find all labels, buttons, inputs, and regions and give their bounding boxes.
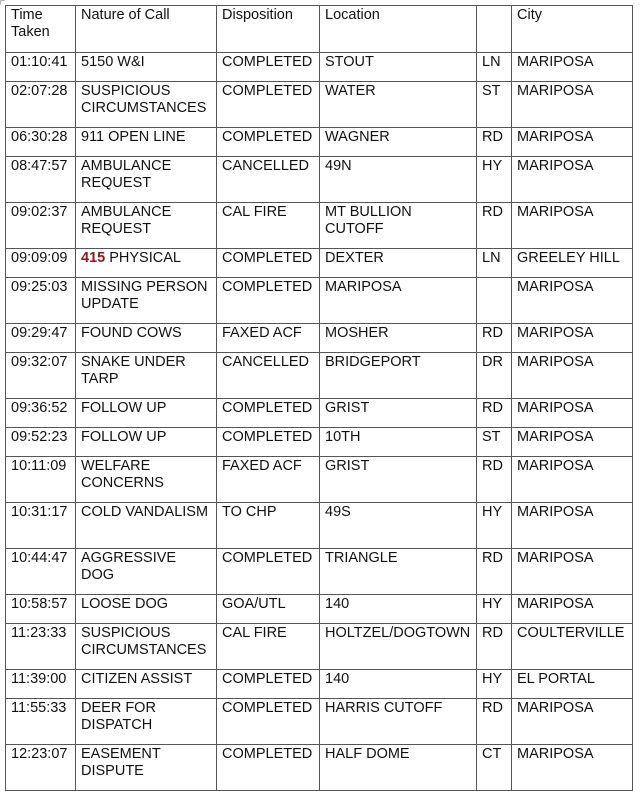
cell-disposition: COMPLETED [217,278,320,324]
cell-suffix: RD [477,128,512,157]
cell-city: MARIPOSA [512,353,633,399]
table-row [6,624,633,670]
cell-nature: AMBULANCE REQUEST [76,157,217,203]
cell-disposition: COMPLETED [217,428,320,457]
table-row [6,249,633,278]
cell-location: 49S [320,503,477,549]
table-row [6,503,633,549]
cell-city: EL PORTAL [512,670,633,699]
call-log-page [5,5,633,791]
cell-nature: WELFARE CONCERNS [76,457,217,503]
cell-disposition: COMPLETED [217,699,320,745]
cell-nature: EASEMENT DISPUTE [76,745,217,791]
cell-location: GRIST [320,399,477,428]
cell-city: COULTERVILLE [512,624,633,670]
cell-city: MARIPOSA [512,203,633,249]
cell-disposition: COMPLETED [217,82,320,128]
cell-time: 09:36:52 [6,399,76,428]
cell-city: MARIPOSA [512,428,633,457]
cell-city: MARIPOSA [512,399,633,428]
cell-time: 09:29:47 [6,324,76,353]
table-row [6,457,633,503]
table-row [6,203,633,249]
cell-nature: COLD VANDALISM [76,503,217,549]
cell-disposition: TO CHP [217,503,320,549]
table-row [6,278,633,324]
cell-suffix: RD [477,203,512,249]
cell-time: 10:31:17 [6,503,76,549]
table-row [6,157,633,203]
cell-city: MARIPOSA [512,157,633,203]
cell-suffix: ST [477,82,512,128]
cell-suffix: RD [477,699,512,745]
call-log-table [5,5,633,791]
cell-disposition: GOA/UTL [217,595,320,624]
cell-disposition: COMPLETED [217,249,320,278]
cell-location: TRIANGLE [320,549,477,595]
cell-suffix: LN [477,53,512,82]
cell-city: MARIPOSA [512,745,633,791]
cell-nature: FOLLOW UP [76,428,217,457]
cell-nature: LOOSE DOG [76,595,217,624]
cell-time: 12:23:07 [6,745,76,791]
cell-time: 01:10:41 [6,53,76,82]
cell-nature: DEER FOR DISPATCH [76,699,217,745]
table-row [6,128,633,157]
cell-nature: CITIZEN ASSIST [76,670,217,699]
cell-suffix: HY [477,670,512,699]
cell-disposition: COMPLETED [217,549,320,595]
cell-disposition: COMPLETED [217,53,320,82]
cell-location: 10TH [320,428,477,457]
cell-city: MARIPOSA [512,457,633,503]
cell-disposition: CAL FIRE [217,203,320,249]
cell-time: 11:39:00 [6,670,76,699]
cell-disposition: COMPLETED [217,128,320,157]
table-row [6,549,633,595]
cell-nature: 911 OPEN LINE [76,128,217,157]
header-time-taken: Time Taken [6,6,76,53]
header-location: Location [320,6,477,53]
call-code-highlight: 415 [81,250,106,266]
cell-location: WAGNER [320,128,477,157]
table-row [6,53,633,82]
cell-nature [76,249,217,278]
cell-nature: SNAKE UNDER TARP [76,353,217,399]
cell-time: 09:25:03 [6,278,76,324]
cell-city: MARIPOSA [512,324,633,353]
cell-time: 10:44:47 [6,549,76,595]
cell-location: HOLTZEL/DOGTOWN [320,624,477,670]
cell-city: MARIPOSA [512,82,633,128]
cell-disposition: FAXED ACF [217,457,320,503]
cell-nature: SUSPICIOUS CIRCUMSTANCES [76,82,217,128]
cell-disposition: COMPLETED [217,399,320,428]
cell-time: 02:07:28 [6,82,76,128]
cell-disposition: CANCELLED [217,353,320,399]
cell-disposition: COMPLETED [217,670,320,699]
cell-city: MARIPOSA [512,278,633,324]
cell-disposition: FAXED ACF [217,324,320,353]
cell-disposition: CAL FIRE [217,624,320,670]
cell-city: GREELEY HILL [512,249,633,278]
cell-suffix: HY [477,503,512,549]
header-suffix [477,6,512,53]
cell-location: DEXTER [320,249,477,278]
cell-suffix: LN [477,249,512,278]
cell-location: 49N [320,157,477,203]
cell-city: MARIPOSA [512,53,633,82]
header-nature-of-call: Nature of Call [76,6,217,53]
cell-city: MARIPOSA [512,128,633,157]
cell-location: 140 [320,670,477,699]
cell-nature: SUSPICIOUS CIRCUMSTANCES [76,624,217,670]
cell-suffix: DR [477,353,512,399]
cell-suffix: CT [477,745,512,791]
cell-nature: 5150 W&I [76,53,217,82]
cell-time: 10:58:57 [6,595,76,624]
header-disposition: Disposition [217,6,320,53]
table-row [6,699,633,745]
cell-disposition: CANCELLED [217,157,320,203]
cell-city: MARIPOSA [512,549,633,595]
cell-nature-text: PHYSICAL [109,250,181,266]
cell-suffix: HY [477,157,512,203]
cell-location: GRIST [320,457,477,503]
cell-city: MARIPOSA [512,699,633,745]
table-row [6,82,633,128]
cell-suffix: ST [477,428,512,457]
cell-nature: FOLLOW UP [76,399,217,428]
cell-location: MARIPOSA [320,278,477,324]
cell-location: HARRIS CUTOFF [320,699,477,745]
table-row [6,670,633,699]
cell-nature: MISSING PERSON UPDATE [76,278,217,324]
header-city: City [512,6,633,53]
cell-time: 08:47:57 [6,157,76,203]
table-header-row [6,6,633,53]
table-row [6,595,633,624]
table-row [6,324,633,353]
table-row [6,399,633,428]
cell-location: 140 [320,595,477,624]
cell-time: 09:32:07 [6,353,76,399]
cell-nature: AMBULANCE REQUEST [76,203,217,249]
table-row [6,745,633,791]
cell-time: 11:55:33 [6,699,76,745]
cell-suffix: RD [477,624,512,670]
cell-location: HALF DOME [320,745,477,791]
cell-location: STOUT [320,53,477,82]
cell-city: MARIPOSA [512,503,633,549]
cell-suffix: RD [477,549,512,595]
cell-suffix: RD [477,324,512,353]
cell-time: 09:52:23 [6,428,76,457]
cell-location: MOSHER [320,324,477,353]
cell-time: 10:11:09 [6,457,76,503]
table-row [6,353,633,399]
cell-location: WATER [320,82,477,128]
cell-time: 09:02:37 [6,203,76,249]
cell-location: MT BULLION CUTOFF [320,203,477,249]
cell-suffix: RD [477,457,512,503]
cell-time: 06:30:28 [6,128,76,157]
cell-nature: AGGRESSIVE DOG [76,549,217,595]
cell-suffix: RD [477,399,512,428]
cell-nature: FOUND COWS [76,324,217,353]
cell-city: MARIPOSA [512,595,633,624]
cell-location: BRIDGEPORT [320,353,477,399]
cell-time: 11:23:33 [6,624,76,670]
cell-suffix: HY [477,595,512,624]
cell-time: 09:09:09 [6,249,76,278]
cell-disposition: COMPLETED [217,745,320,791]
table-row [6,428,633,457]
cell-suffix [477,278,512,324]
